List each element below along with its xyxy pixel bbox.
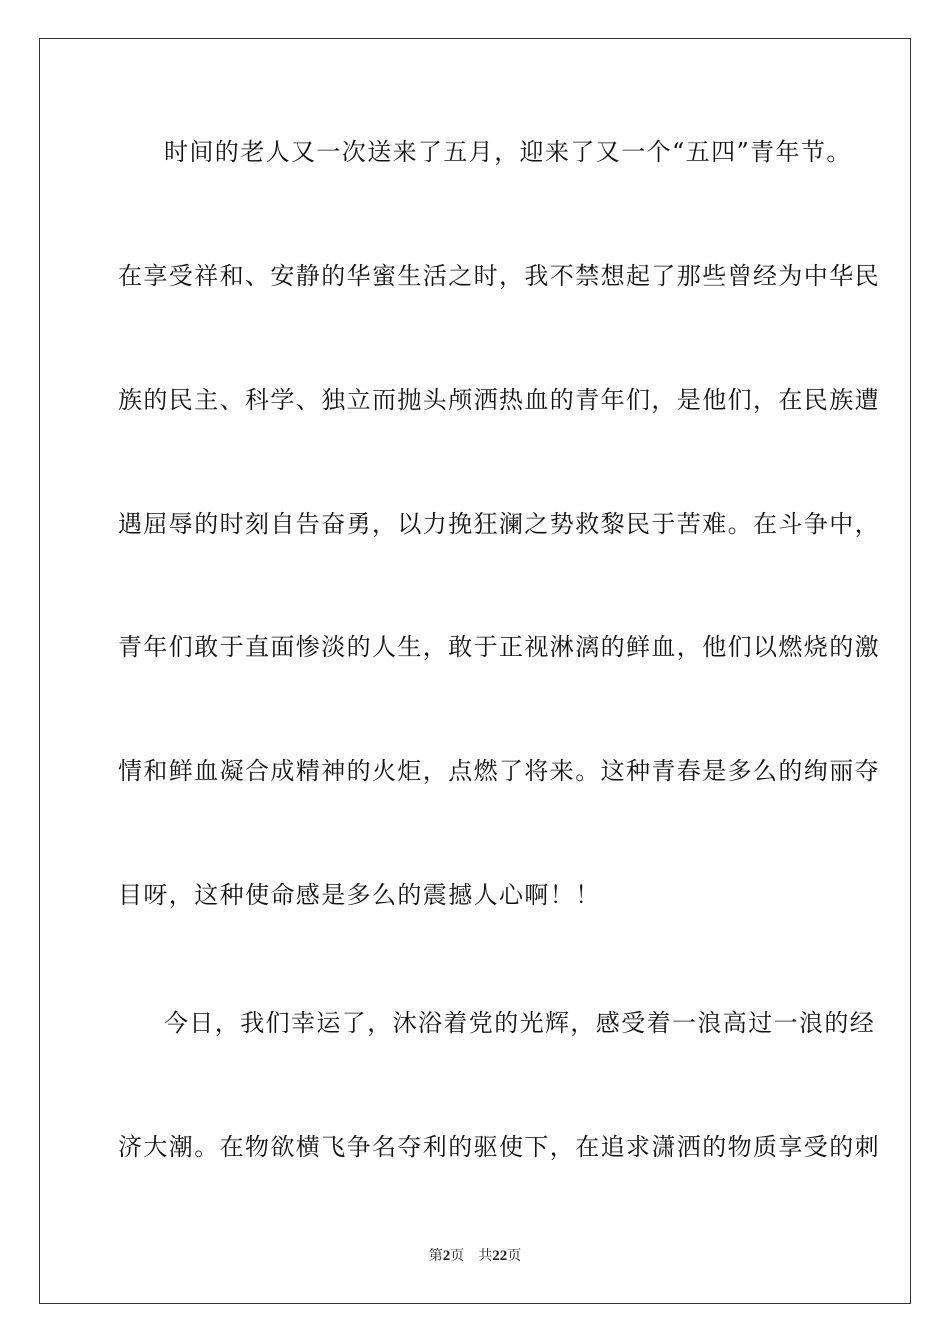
paragraph-1-line-1: 时间的老人又一次送来了五月，迎来了又一个“五四”青年节。 <box>164 138 852 166</box>
page-unit: 页 <box>450 1248 465 1264</box>
paragraph-2-line-2: 济大潮。在物欲横飞争名夺利的驱使下，在追求潇洒的物质享受的刺 <box>118 1133 880 1161</box>
page-frame <box>39 38 911 1304</box>
paragraph-2-line-1: 今日，我们幸运了，沐浴着党的光辉，感受着一浪高过一浪的经 <box>164 1009 876 1037</box>
page-prefix: 第 <box>428 1248 443 1264</box>
page-footer <box>0 1247 950 1265</box>
total-unit: 页 <box>507 1248 522 1264</box>
paragraph-1-line-6: 情和鲜血凝合成精神的火炬，点燃了将来。这种青春是多么的绚丽夺 <box>118 757 880 785</box>
paragraph-1-line-7: 目呀，这种使命感是多么的震撼人心啊！！ <box>118 881 601 909</box>
total-prefix: 共 <box>478 1248 493 1264</box>
paragraph-1-line-3: 族的民主、科学、独立而抛头颅洒热血的青年们，是他们，在民族遭 <box>118 386 880 414</box>
paragraph-1-line-4: 遇屈辱的时刻自告奋勇，以力挽狂澜之势救黎民于苦难。在斗争中， <box>118 510 880 538</box>
paragraph-1-line-5: 青年们敢于直面惨淡的人生，敢于正视淋漓的鲜血，他们以燃烧的激 <box>118 633 880 661</box>
page-current-number: 2 <box>442 1248 451 1264</box>
page-total-number: 22 <box>492 1248 508 1264</box>
paragraph-1-line-2: 在享受祥和、安静的华蜜生活之时，我不禁想起了那些曾经为中华民 <box>118 262 880 290</box>
